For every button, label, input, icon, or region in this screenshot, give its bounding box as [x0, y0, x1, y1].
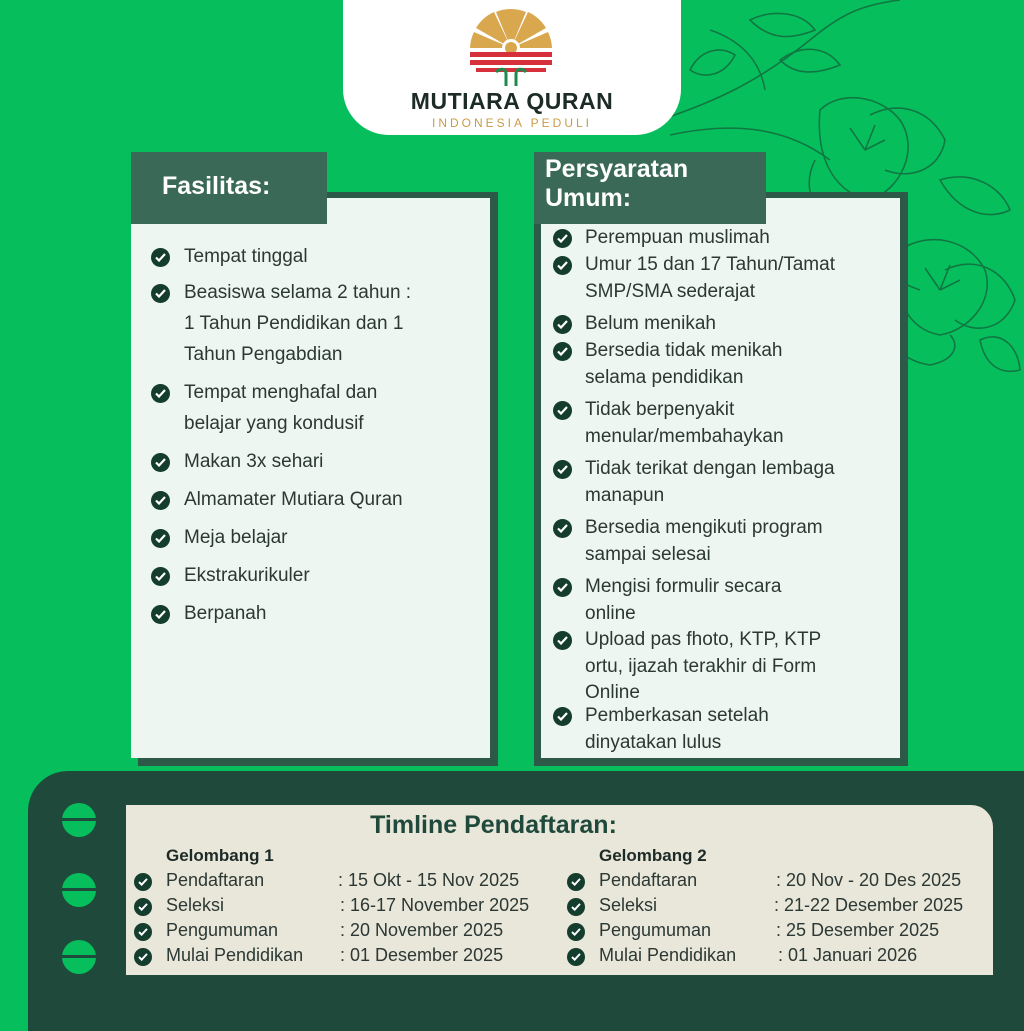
- check-icon: [134, 898, 152, 916]
- requirement-item: sampai selesai: [585, 544, 711, 565]
- requirement-item: Mengisi formulir secara: [585, 576, 782, 597]
- check-icon: [553, 256, 572, 275]
- facility-item: 1 Tahun Pendidikan dan 1: [184, 313, 404, 334]
- facility-item: Beasiswa selama 2 tahun :: [184, 282, 412, 303]
- facility-item: Makan 3x sehari: [184, 451, 324, 472]
- requirement-item: ortu, ijazah terakhir di Form: [585, 656, 817, 677]
- requirement-item: Upload pas fhoto, KTP, KTP: [585, 629, 822, 650]
- check-icon: [553, 460, 572, 479]
- check-icon: [567, 948, 585, 966]
- requirement-item: dinyatakan lulus: [585, 732, 722, 753]
- check-icon: [567, 898, 585, 916]
- wave2-row-label: Seleksi: [599, 895, 658, 915]
- check-icon: [151, 491, 170, 510]
- check-icon: [567, 873, 585, 891]
- binder-ring-icon: [62, 803, 96, 837]
- requirement-item: Umur 15 dan 17 Tahun/Tamat: [585, 254, 835, 275]
- check-icon: [553, 631, 572, 650]
- wave1-row-value: : 16-17 November 2025: [340, 895, 530, 915]
- wave1-row-label: Pendaftaran: [166, 870, 265, 890]
- wave2-row-label: Mulai Pendidikan: [599, 945, 737, 965]
- check-icon: [151, 248, 170, 267]
- facility-item: Tahun Pengabdian: [184, 344, 343, 365]
- logo-sun-icon: [466, 6, 556, 86]
- facility-item: Tempat menghafal dan: [184, 382, 378, 403]
- requirements-heading-line1: Persyaratan: [545, 155, 689, 183]
- wave2-row-label: Pendaftaran: [599, 870, 698, 890]
- binder-ring-icon: [62, 873, 96, 907]
- wave1-row-label: Pengumuman: [166, 920, 279, 940]
- facility-item: Berpanah: [184, 603, 267, 624]
- requirement-item: Perempuan muslimah: [585, 227, 770, 248]
- check-icon: [553, 342, 572, 361]
- facility-item: Ekstrakurikuler: [184, 565, 310, 586]
- facility-item: belajar yang kondusif: [184, 413, 364, 434]
- check-icon: [151, 284, 170, 303]
- wave1-row-label: Seleksi: [166, 895, 225, 915]
- requirement-item: online: [585, 603, 636, 624]
- wave2-row-value: : 25 Desember 2025: [776, 920, 940, 940]
- requirement-item: Bersedia tidak menikah: [585, 340, 783, 361]
- check-icon: [151, 567, 170, 586]
- requirement-item: Online: [585, 682, 640, 703]
- facility-item: Meja belajar: [184, 527, 288, 548]
- requirements-heading: [534, 152, 766, 224]
- requirement-item: Tidak terikat dengan lembaga: [585, 458, 835, 479]
- wave1-row-value: : 15 Okt - 15 Nov 2025: [338, 870, 520, 890]
- check-icon: [567, 923, 585, 941]
- timeline-title: Timline Pendaftaran:: [370, 811, 617, 839]
- wave2-row-value: : 20 Nov - 20 Des 2025: [776, 870, 962, 890]
- wave1-title: Gelombang 1: [166, 846, 274, 865]
- check-icon: [134, 948, 152, 966]
- check-icon: [553, 578, 572, 597]
- wave2-row-label: Pengumuman: [599, 920, 712, 940]
- wave2-row-value: : 01 Januari 2026: [778, 945, 918, 965]
- facility-item: Tempat tinggal: [184, 246, 308, 267]
- check-icon: [553, 229, 572, 248]
- requirement-item: Bersedia mengikuti program: [585, 517, 823, 538]
- requirement-item: Pemberkasan setelah: [585, 705, 769, 726]
- check-icon: [151, 529, 170, 548]
- wave1-row-label: Mulai Pendidikan: [166, 945, 304, 965]
- check-icon: [151, 384, 170, 403]
- requirement-item: SMP/SMA sederajat: [585, 281, 756, 302]
- wave1-row-value: : 20 November 2025: [340, 920, 504, 940]
- requirement-item: menular/membahaykan: [585, 426, 784, 447]
- timeline-edge: [0, 805, 28, 1024]
- check-icon: [553, 401, 572, 420]
- check-icon: [134, 873, 152, 891]
- check-icon: [134, 923, 152, 941]
- check-icon: [553, 315, 572, 334]
- requirement-item: Tidak berpenyakit: [585, 399, 735, 420]
- facilities-heading: Fasilitas:: [131, 152, 327, 224]
- requirement-item: manapun: [585, 485, 665, 506]
- logo-subtitle: INDONESIA PEDULI: [431, 116, 593, 130]
- wave2-row-value: : 21-22 Desember 2025: [774, 895, 964, 915]
- check-icon: [553, 519, 572, 538]
- requirements-heading-line2: Umum:: [545, 184, 632, 212]
- logo-title: MUTIARA QURAN: [410, 88, 614, 114]
- check-icon: [151, 605, 170, 624]
- check-icon: [151, 453, 170, 472]
- binder-ring-icon: [62, 940, 96, 974]
- facility-item: Almamater Mutiara Quran: [184, 489, 403, 510]
- requirement-item: selama pendidikan: [585, 367, 744, 388]
- requirement-item: Belum menikah: [585, 313, 716, 334]
- wave2-title: Gelombang 2: [599, 846, 707, 865]
- wave1-row-value: : 01 Desember 2025: [340, 945, 504, 965]
- check-icon: [553, 707, 572, 726]
